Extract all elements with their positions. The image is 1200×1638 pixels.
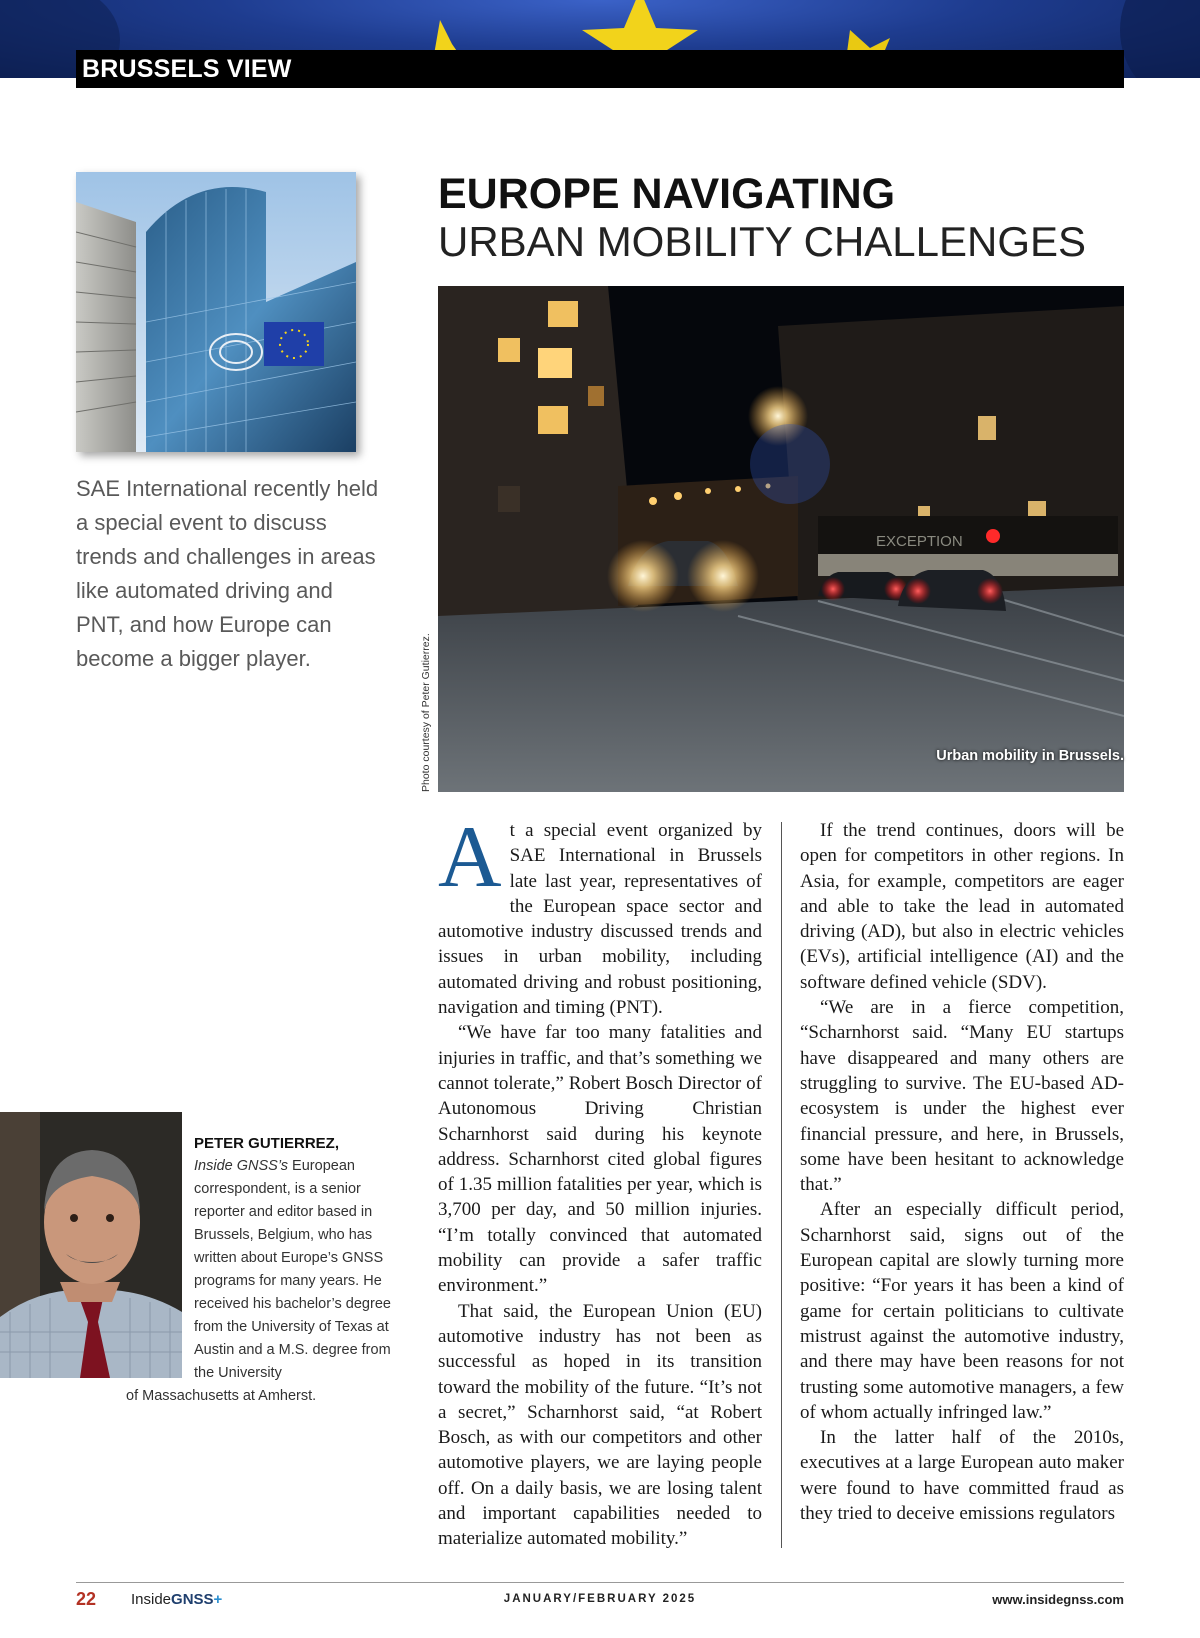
author-bio	[126, 1132, 394, 1404]
shop-sign: EXCEPTION	[876, 533, 963, 550]
publication-name: Inside GNSS’s	[194, 1158, 289, 1174]
author-bio-text: Inside GNSS’s European correspondent, is a senior reporter and editor based in Brussels, Belgium, who has written about Europe’s GNSS programs for many years. He received his bachelor’s degree from the University of Texas at Austin and a M.S. degree from the University	[194, 1158, 391, 1381]
article-column-2	[800, 818, 1124, 1526]
page-number: 22	[76, 1589, 97, 1609]
parliament-building-photo	[76, 172, 356, 452]
photo-credit: Photo courtesy of Peter Gutierrez.	[420, 633, 432, 792]
column-divider	[781, 822, 782, 1548]
website-url: www.insidegnss.com	[992, 1592, 1124, 1607]
article-paragraph: In the latter half of the 2010s, executives at a large European auto maker were found to have committed fraud as they tried to deceive emissions regulators	[800, 1427, 1124, 1525]
brussels-street-photo	[438, 286, 1124, 792]
headline-line-2: URBAN MOBILITY CHALLENGES	[438, 218, 1087, 265]
author-name: PETER GUTIERREZ,	[194, 1135, 340, 1152]
author-bio-last-line: of Massachusetts at Amherst.	[126, 1388, 317, 1404]
issue-date: JANUARY/FEBRUARY 2025	[503, 1593, 697, 1605]
photo-caption: Urban mobility in Brussels.	[936, 748, 1124, 764]
headline-line-1: EUROPE NAVIGATING	[438, 170, 896, 218]
article-paragraph: If the trend continues, doors will be open for competitors in other regions. In Asia, for example, competitors are eager and able to take the lead in automated driving (AD), but also in electric vehicles (EVs), artificial intelligence (AI) and the software defined vehicle (SDV).	[800, 820, 1124, 993]
footer-rule	[76, 1582, 1124, 1583]
magazine-logo: InsideGNSS+	[131, 1591, 223, 1608]
article-paragraph: After an especially difficult period, Scharnhorst said, signs out of the European capital are slowly turning more positive: “For years it has been a kind of game for certain politicians to cultivate mistrust against the automotive industry, and there may have been reasons for not trusting some automotive managers, a few of whom actually infringed law.”	[800, 1199, 1124, 1423]
article-paragraph: “We have far too many fatalities and injuries in traffic, and that’s something we cannot tolerate,” Robert Bosch Director of Autonomous Driving Christian Scharnhorst said during his keynote address. Scharnhorst cited global figures of 1.35 million fatalities per year, which is 3,700 per day, and 50 million injuries. “I’m totally convinced that automated mobility can provide a safer traffic environment.”	[438, 1022, 762, 1297]
section-label: BRUSSELS VIEW	[76, 50, 1124, 88]
author-photo	[0, 1112, 182, 1378]
article-paragraph: At a special event organized by SAE International in Brussels late last year, representatives of the European space sector and automotive industry discussed trends and issues in urban mobility, including automated driving and robust positioning, navigation and timing (PNT).	[438, 809, 762, 1019]
drop-cap: A	[438, 809, 502, 906]
article-paragraph: That said, the European Union (EU) automotive industry has not been as successful as hoped in its transition toward the mobility of the future. “It’s not a secret,” Scharnhorst said, “at Robert Bosch, as with our competitors and other automotive players, we are laying people off. On a daily basis, we are losing talent and important capabilities needed to materialize automated mobility.”	[438, 1300, 762, 1550]
article-deck: SAE International recently held a special event to discuss trends and challenges in areas like automated driving and PNT, and how Europe can become a bigger player.	[76, 476, 379, 671]
headline	[438, 170, 1128, 266]
article-column-1	[438, 809, 762, 1552]
article-paragraph: “We are in a fierce competition, “Scharnhorst said. “Many EU startups have disappeared and many others are struggling to survive. The EU-based AD-ecosystem is under the highest ever financial pressure, and here, in Brussels, some have been hesitant to acknowledge that.”	[800, 997, 1124, 1196]
